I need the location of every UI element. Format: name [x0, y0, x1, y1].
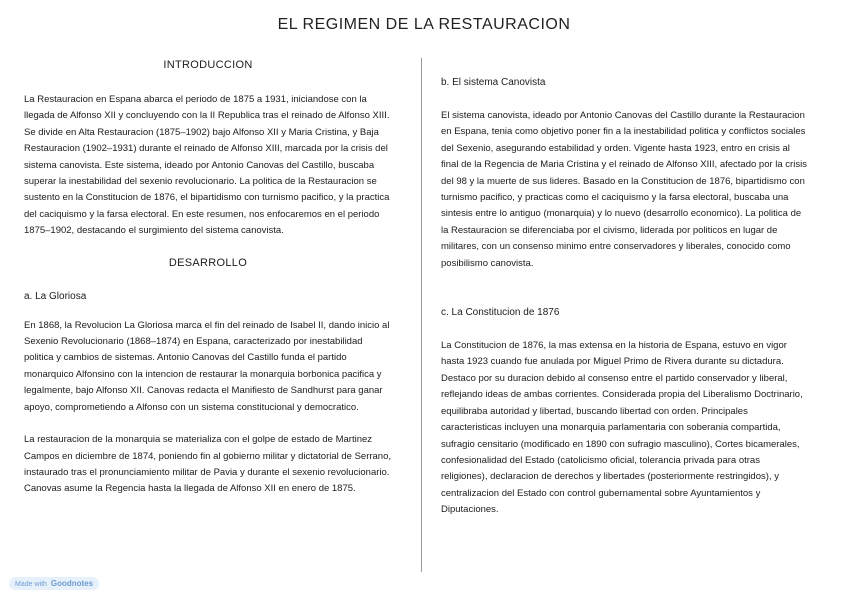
badge-prefix: Made with [15, 581, 47, 588]
development-heading: DESARROLLO [168, 256, 248, 269]
section-b-paragraph: El sistema canovista, ideado por Antonio Canovas del Castillo durante la Restauracion en Espana, tenia como objetivo poner fin a la inestabilidad politica y conflictos sociales del Sexenio, asegurando estabilidad y orden. Vigente hasta 1923, entro en crisis al final de la Regencia de Maria Cristina y el reinado de Alfonso XIII, afectado por la crisis del 98 y la muerte de sus lideres. Basado en la Constitucion de 1876, bipartidismo con turnismo pacifico, y practicas como el caciquismo y la farsa electoral, buscaba una sintesis entre lo antiguo (monarquia) y lo nuevo (desarrollo economico). La politica de la Restauracion se diferenciaba por el civismo, liderada por politicos en lugar de militares, con un consenso minimo entre conservadores y liberales, conocido como posibilismo canovista. [441, 110, 807, 269]
document-title: EL REGIMEN DE LA RESTAURACION [277, 16, 571, 33]
intro-heading: INTRODUCCION [163, 59, 253, 71]
right-column [441, 76, 807, 519]
intro-paragraph: La Restauracion en Espana abarca el periodo de 1875 a 1931, iniciandose con la llegada de Alfonso XII y concluyendo con la II Republica tras el reinado de Alfonso XIII. Se divide en Alta Restauracion (1875–1902) bajo Alfonso XII y Maria Cristina, y Baja Restauracion (1902–1931) durante el reinado de Alfonso XIII, marcada por la crisis del sistema canovista. Este sistema, ideado por Antonio Canovas del Castillo, buscaba superar la inestabilidad del sexenio revolucionario. La politica de la Restauracion se sustento en la Constitucion de 1876, el bipartidismo con turnismo pacifico, y la practica del caciquismo y la farsa electoral. En este resumen, nos enfocaremos en el periodo 1875–1902, destacando el surgimiento del sistema canovista. [24, 94, 390, 237]
left-column [24, 58, 392, 498]
section-c-title: c. La Constitucion de 1876 [441, 307, 560, 319]
section-a-title: a. La Gloriosa [24, 290, 87, 302]
section-b-title: b. El sistema Canovista [441, 77, 546, 88]
badge-brand: Goodnotes [50, 579, 94, 588]
goodnotes-badge[interactable] [9, 577, 99, 590]
section-a-paragraph-1: En 1868, la Revolucion La Gloriosa marca el fin del reinado de Isabel II, dando inicio al Sexenio Revolucionario (1868–1874) en Espana, caracterizado por inestabilidad politica y cambios de sistemas. Antonio Canovas del Castillo funda el partido monarquico Alfonsino con la intencion de restaurar la monarquia borbonica pacifica y legalmente, bajo Alfonso XII. Canovas redacta el Manifiesto de Sandhurst para ganar apoyo, comprometiendo a Alfonso con un sistema constitucional y democratico. [24, 319, 390, 413]
section-a-paragraph-2: La restauracion de la monarquia se materializa con el golpe de estado de Martinez Campos en diciembre de 1874, poniendo fin al gobierno militar y dictatorial de Serrano, instaurado tras el pronunciamiento militar de Pavia y durante el sexenio revolucionario. Canovas asume la Regencia hasta la llegada de Alfonso XII en enero de 1875. [24, 434, 392, 495]
column-divider [421, 58, 422, 572]
section-c-paragraph: La Constitucion de 1876, la mas extensa en la historia de Espana, estuvo en vigor hasta 1923 cuando fue anulada por Miguel Primo de Rivera durante su dictadura. Destaco por su duracion debido al consenso entre el partido conservador y liberal, reflejando ideas de ambas corrientes. Considerada propia del Liberalismo Doctrinario, equilibraba autoridad y libertad, buscando libertad con orden. Principales caracteristicas incluyen una monarquia parlamentaria con soberania compartida, sufragio censitario (modificado en 1890 con sufragio masculino), Cortes bicamerales, confesionalidad del Estado (catolicismo oficial, tolerancia privada para otras religiones), declaracion de derechos y libertades (posteriormente restringidos), y centralizacion del Estado con control gubernamental sobre Ayuntamientos y Diputaciones. [441, 340, 803, 516]
